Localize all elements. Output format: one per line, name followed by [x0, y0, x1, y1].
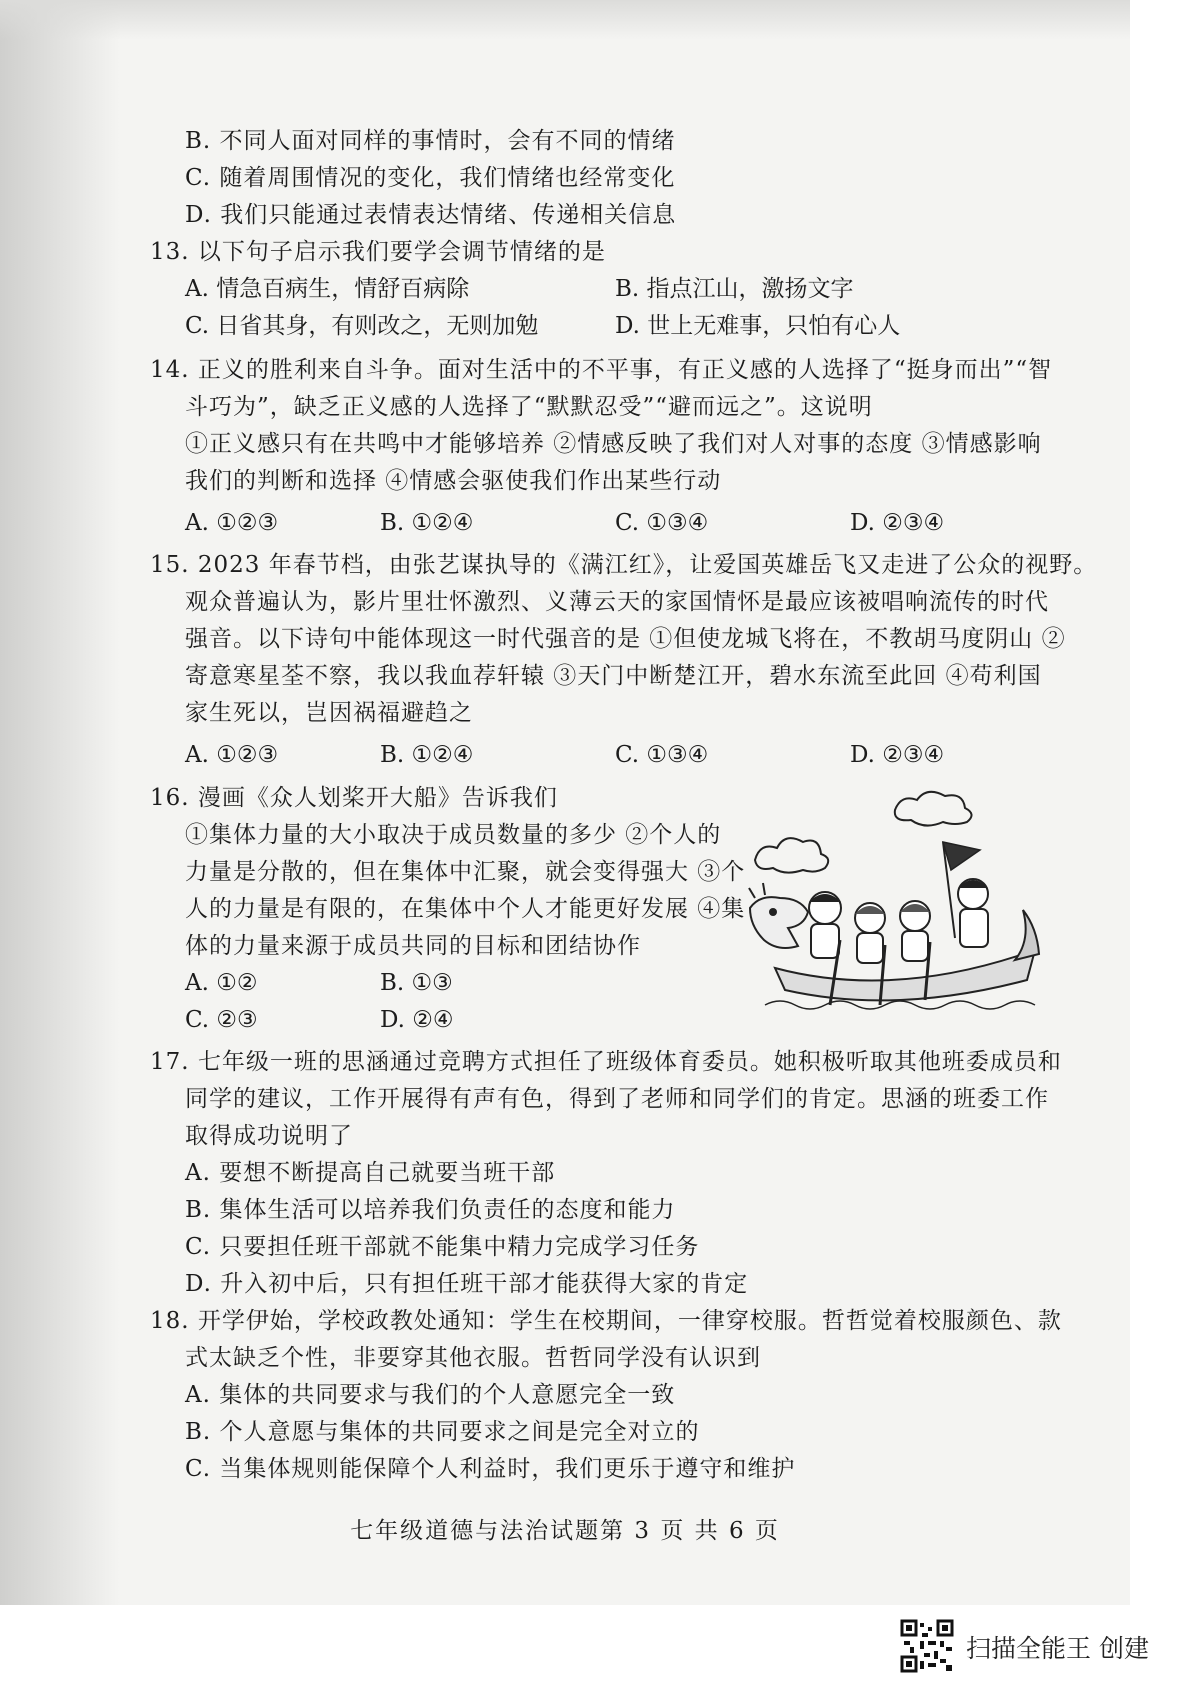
scanner-watermark: [900, 1619, 1190, 1675]
q13-stem: 13. 以下句子启示我们要学会调节情绪的是: [150, 239, 606, 265]
q15-option-d: D. ②③④: [850, 742, 945, 768]
q17-option-a: A. 要想不断提高自己就要当班干部: [185, 1160, 556, 1186]
q18-stem-line: 18. 开学伊始，学校政教处通知：学生在校期间，一律穿校服。哲哲觉着校服颜色、款: [150, 1308, 1062, 1334]
q16-option-d: D. ②④: [380, 1007, 454, 1033]
q13-option-b: B. 指点江山，激扬文字: [615, 276, 854, 302]
q15-option-b: B. ①②④: [380, 742, 474, 768]
q13-option-c: C. 日省其身，有则改之，无则加勉: [185, 313, 539, 339]
q16-stem-line: 16. 漫画《众人划桨开大船》告诉我们: [150, 785, 558, 811]
q18-option-c: C. 当集体规则能保障个人利益时，我们更乐于遵守和维护: [185, 1456, 796, 1482]
q12-option-c: C. 随着周围情况的变化，我们情绪也经常变化: [185, 165, 676, 191]
page-shadow: [0, 0, 120, 1605]
q14-stem-line: 斗巧为”，缺乏正义感的人选择了“默默忍受”“避而远之”。这说明: [185, 394, 873, 420]
page-footer: 七年级道德与法治试题第 3 页 共 6 页: [350, 1518, 780, 1544]
qr-code-icon: [900, 1619, 954, 1673]
q12-option-d: D. 我们只能通过表情表达情绪、传递相关信息: [185, 202, 677, 228]
q18-option-b: B. 个人意愿与集体的共同要求之间是完全对立的: [185, 1419, 700, 1445]
dragon-boat-cartoon-icon: [745, 790, 1050, 1020]
q15-option-a: A. ①②③: [185, 742, 279, 768]
q17-option-c: C. 只要担任班干部就不能集中精力完成学习任务: [185, 1234, 700, 1260]
q14-stem-line: ①正义感只有在共鸣中才能够培养 ②情感反映了我们对人对事的态度 ③情感影响: [185, 431, 1042, 457]
q16-option-a: A. ①②: [185, 970, 258, 996]
q14-stem-line: 14. 正义的胜利来自斗争。面对生活中的不平事，有正义感的人选择了“挺身而出”“智: [150, 357, 1053, 383]
q16-option-c: C. ②③: [185, 1007, 258, 1033]
q16-stem-line: 体的力量来源于成员共同的目标和团结协作: [185, 933, 641, 959]
q17-stem-line: 同学的建议，工作开展得有声有色，得到了老师和同学们的肯定。思涵的班委工作: [185, 1086, 1049, 1112]
q15-stem-line: 强音。以下诗句中能体现这一时代强音的是 ①但使龙城飞将在，不教胡马度阴山 ②: [185, 626, 1066, 652]
q14-option-c: C. ①③④: [615, 510, 709, 536]
q14-option-d: D. ②③④: [850, 510, 945, 536]
q15-stem-line: 观众普遍认为，影片里壮怀激烈、义薄云天的家国情怀是最应该被唱响流传的时代: [185, 589, 1049, 615]
q17-stem-line: 17. 七年级一班的思涵通过竞聘方式担任了班级体育委员。她积极听取其他班委成员和: [150, 1049, 1062, 1075]
q15-stem-line: 寄意寒星荃不察，我以我血荐轩辕 ③天门中断楚江开，碧水东流至此回 ④苟利国: [185, 663, 1042, 689]
q14-option-b: B. ①②④: [380, 510, 474, 536]
q16-option-b: B. ①③: [380, 970, 453, 996]
watermark-text: 扫描全能王 创建: [966, 1634, 1149, 1663]
q16-stem-line: 力量是分散的，但在集体中汇聚，就会变得强大 ③个: [185, 859, 746, 885]
q17-option-d: D. 升入初中后，只有担任班干部才能获得大家的肯定: [185, 1271, 749, 1297]
q13-option-a: A. 情急百病生，情舒百病除: [185, 276, 470, 302]
q15-option-c: C. ①③④: [615, 742, 709, 768]
q14-stem-line: 我们的判断和选择 ④情感会驱使我们作出某些行动: [185, 468, 722, 494]
q16-stem-line: 人的力量是有限的，在集体中个人才能更好发展 ④集: [185, 896, 746, 922]
q17-option-b: B. 集体生活可以培养我们负责任的态度和能力: [185, 1197, 676, 1223]
q18-option-a: A. 集体的共同要求与我们的个人意愿完全一致: [185, 1382, 676, 1408]
q15-stem-line: 15. 2023 年春节档，由张艺谋执导的《满江红》，让爱国英雄岳飞又走进了公众的视野。: [150, 552, 1098, 578]
q18-stem-line: 式太缺乏个性，非要穿其他衣服。哲哲同学没有认识到: [185, 1345, 761, 1371]
q13-option-d: D. 世上无难事，只怕有心人: [615, 313, 901, 339]
page-shadow-top: [0, 0, 1130, 40]
q16-stem-line: ①集体力量的大小取决于成员数量的多少 ②个人的: [185, 822, 722, 848]
q14-option-a: A. ①②③: [185, 510, 279, 536]
q12-option-b: B. 不同人面对同样的事情时，会有不同的情绪: [185, 128, 676, 154]
q15-stem-line: 家生死以，岂因祸福避趋之: [185, 700, 473, 726]
q17-stem-line: 取得成功说明了: [185, 1123, 353, 1149]
